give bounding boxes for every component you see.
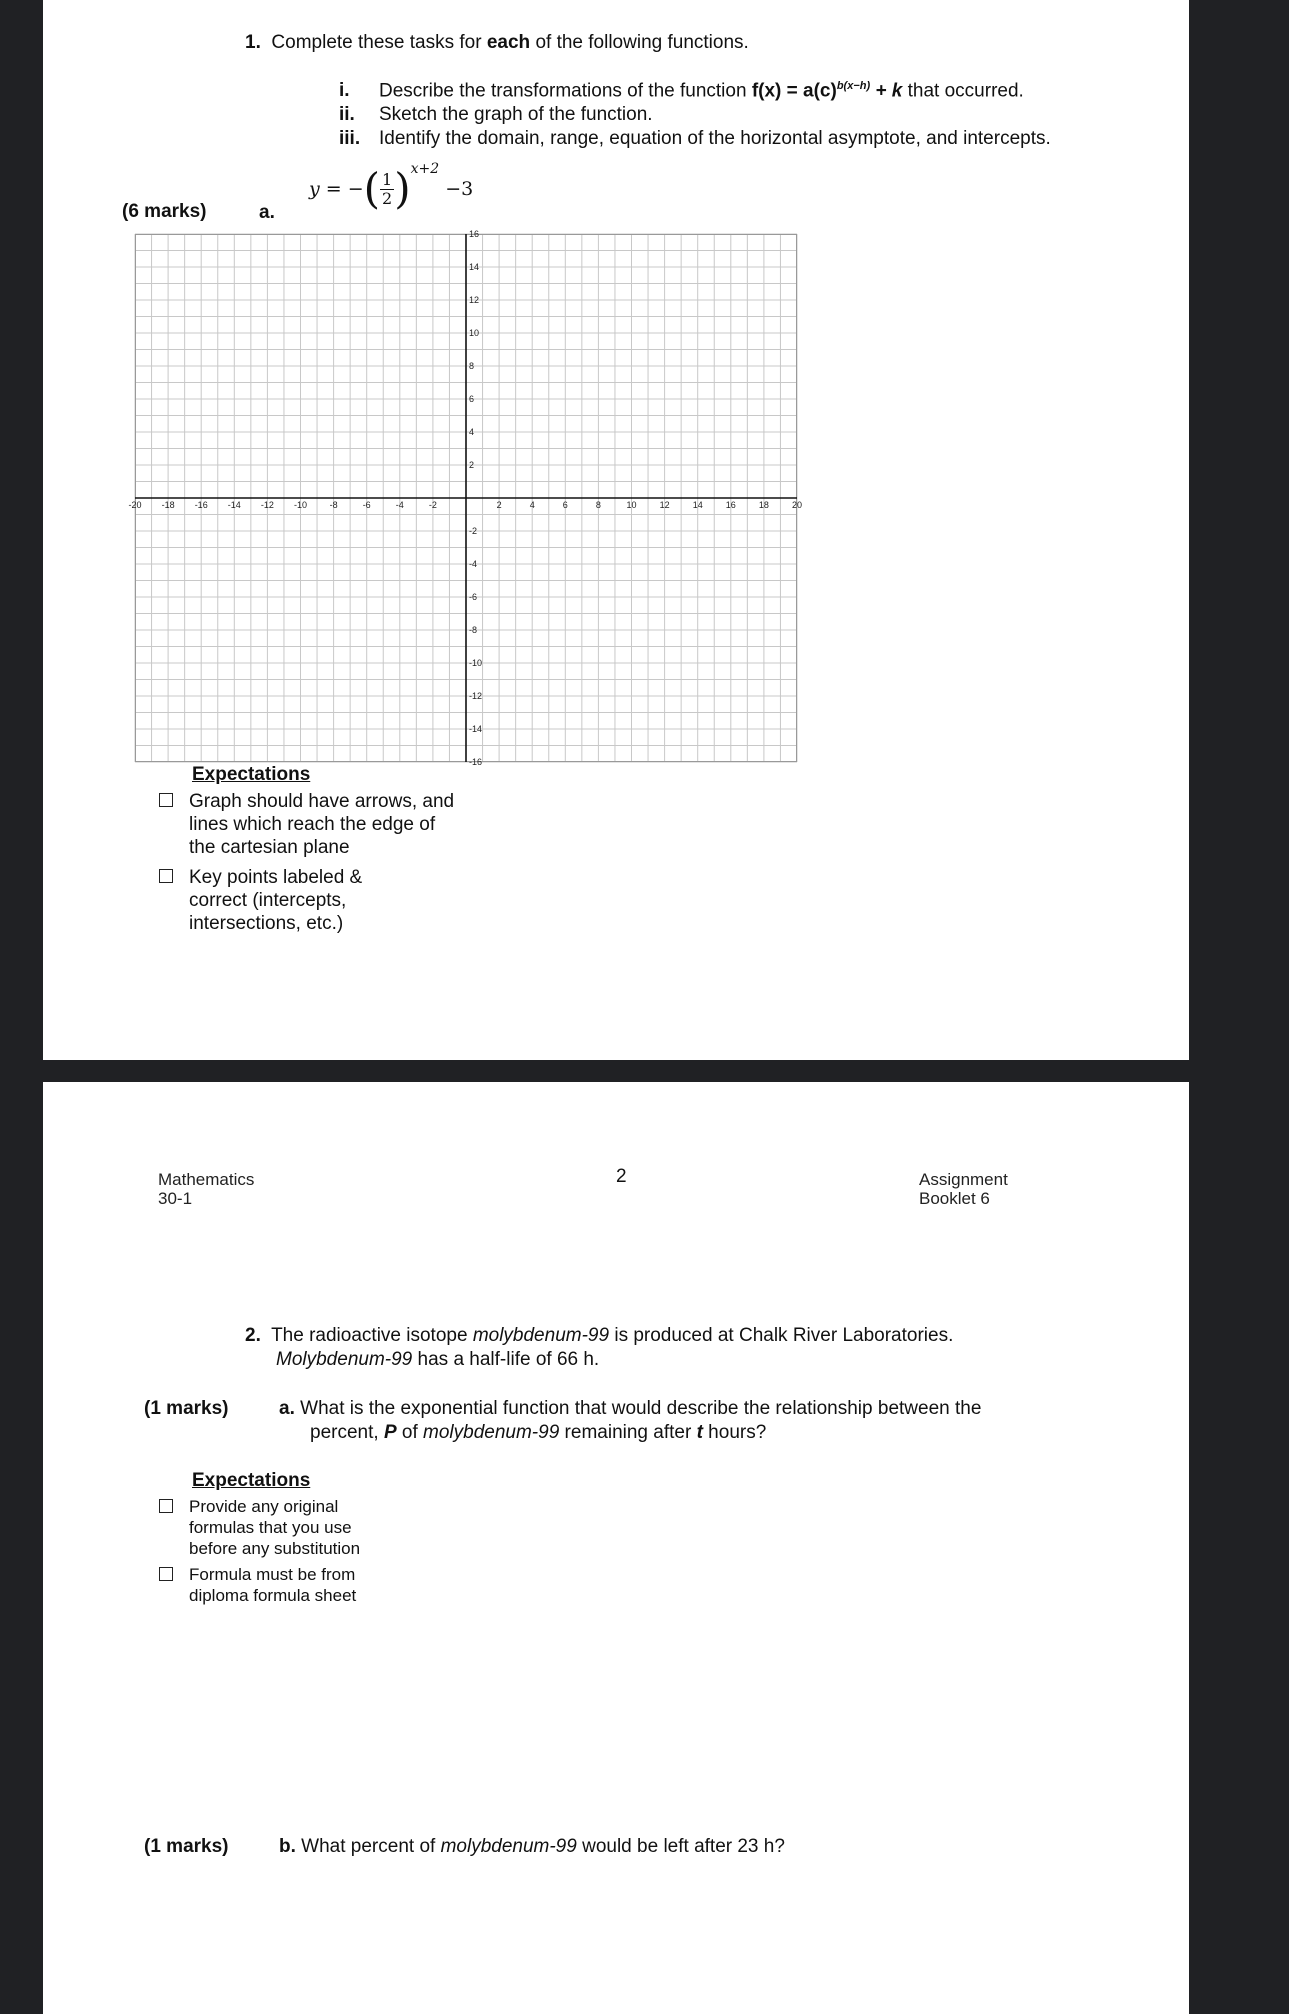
- x-tick-label: 6: [562, 500, 568, 510]
- part-a-line-1: [279, 1398, 981, 1420]
- x-tick-label: 10: [626, 500, 637, 510]
- part-a-text: What is the exponential function that would describe the relationship between the: [300, 1398, 982, 1419]
- checkbox[interactable]: [159, 1499, 173, 1513]
- part-b-label: b.: [279, 1836, 296, 1857]
- prompt-text: Complete these tasks for: [271, 32, 487, 53]
- task-formula-tail: + k: [870, 80, 903, 102]
- y-tick-label: 14: [469, 262, 480, 272]
- task-numeral: i.: [339, 80, 350, 102]
- task-iii: [339, 128, 1051, 150]
- task-formula-exponent: b(x−h): [836, 80, 871, 92]
- y-tick-label: -2: [469, 526, 478, 536]
- x-tick-label: -4: [395, 500, 404, 510]
- x-tick-label: -18: [161, 500, 175, 510]
- cartesian-grid[interactable]: [128, 229, 803, 767]
- isotope: molybdenum-99: [423, 1422, 560, 1443]
- prompt-bold: each: [486, 32, 531, 53]
- x-tick-label: 8: [595, 500, 601, 510]
- question-1-prompt: [245, 32, 749, 54]
- task-text-end: that occurred.: [902, 80, 1024, 102]
- task-numeral: ii.: [339, 104, 355, 125]
- x-tick-label: 14: [692, 500, 703, 510]
- q2-isotope: Molybdenum-99: [276, 1349, 413, 1370]
- task-formula: f(x) = a(c): [751, 80, 837, 102]
- x-tick-label: 20: [791, 500, 803, 510]
- y-tick-label: 16: [469, 229, 480, 239]
- text: of: [396, 1422, 424, 1443]
- expectation-item: [159, 1496, 391, 1559]
- y-tick-label: 4: [469, 427, 475, 437]
- header-right: Assignment Booklet 6: [919, 1170, 1008, 1208]
- part-a-label: a.: [279, 1398, 295, 1419]
- expectations-title: Expectations: [192, 1470, 311, 1491]
- q2-text-end: is produced at Chalk River Laboratories.: [609, 1325, 954, 1346]
- isotope: molybdenum-99: [440, 1836, 577, 1857]
- y-tick-label: 10: [469, 328, 480, 338]
- expectations-title: Expectations: [192, 764, 311, 785]
- x-tick-label: -2: [428, 500, 437, 510]
- q2-isotope: molybdenum-99: [472, 1325, 610, 1346]
- page-number: 2: [616, 1166, 627, 1187]
- page-2: [43, 1082, 1189, 2014]
- text: hours?: [702, 1422, 767, 1443]
- question-number: 1.: [245, 32, 261, 53]
- expectation-text: Graph should have arrows, and lines which reach the edge of the cartesian plane: [189, 791, 455, 858]
- task-numeral: iii.: [339, 128, 361, 149]
- expectation-text: Provide any original formulas that you use before any substitution: [189, 1497, 361, 1558]
- task-text: Identify the domain, range, equation of the horizontal asymptote, and intercepts.: [379, 128, 1051, 149]
- question-2-line-2: [276, 1349, 599, 1371]
- expectation-text: Key points labeled & correct (intercepts, intersections, etc.): [189, 867, 363, 934]
- equation-exponent: x+2: [410, 160, 440, 177]
- variable-p: P: [383, 1422, 397, 1443]
- x-tick-label: 2: [496, 500, 502, 510]
- part-a-line-2: [310, 1422, 766, 1444]
- y-tick-label: -4: [469, 559, 478, 569]
- variable-t: t: [696, 1422, 703, 1443]
- equation-lhs: y = −: [309, 178, 364, 200]
- x-tick-label: -10: [293, 500, 308, 510]
- y-tick-label: -16: [469, 757, 483, 767]
- page-1: [43, 0, 1189, 1060]
- part-a-marks: (6 marks): [122, 201, 207, 222]
- y-tick-label: 6: [469, 394, 475, 404]
- text: What percent of: [301, 1836, 441, 1857]
- checkbox[interactable]: [159, 869, 173, 883]
- part-a-label: a.: [259, 202, 275, 223]
- y-tick-label: -8: [469, 625, 478, 635]
- x-tick-label: 18: [758, 500, 769, 510]
- expectation-item: [159, 790, 459, 859]
- part-a-marks: (1 marks): [144, 1398, 229, 1419]
- y-tick-label: -12: [469, 691, 483, 701]
- x-tick-label: 4: [529, 500, 535, 510]
- x-tick-label: -20: [128, 500, 142, 510]
- fraction-numerator: 1: [382, 169, 393, 189]
- y-tick-label: -14: [469, 724, 483, 734]
- expectation-item: [159, 866, 391, 935]
- q2-text: has a half-life of 66 h.: [412, 1349, 600, 1370]
- equation-tail: −3: [445, 178, 474, 200]
- question-number: 2.: [245, 1325, 261, 1346]
- expectation-text: Formula must be from diploma formula sheet: [189, 1565, 357, 1605]
- prompt-text-end: of the following functions.: [530, 32, 749, 53]
- x-tick-label: -16: [194, 500, 208, 510]
- task-ii: [339, 104, 653, 126]
- y-tick-label: 8: [469, 361, 475, 371]
- text: percent,: [310, 1422, 384, 1443]
- header-left: Mathematics 30-1: [158, 1170, 255, 1208]
- part-b-question: [279, 1836, 785, 1858]
- x-tick-label: 12: [659, 500, 670, 510]
- left-paren: (: [363, 164, 381, 213]
- y-tick-label: -10: [469, 658, 483, 668]
- text: remaining after: [559, 1422, 697, 1443]
- part-b-marks: (1 marks): [144, 1836, 229, 1857]
- task-text: Describe the transformations of the function: [379, 80, 752, 102]
- x-tick-label: 16: [725, 500, 736, 510]
- right-paren: ): [394, 164, 411, 213]
- q2-text: The radioactive isotope: [271, 1325, 473, 1346]
- task-text: Sketch the graph of the function.: [379, 104, 653, 125]
- x-tick-label: -8: [329, 500, 338, 510]
- checkbox[interactable]: [159, 793, 173, 807]
- fraction: [380, 171, 394, 208]
- checkbox[interactable]: [159, 1567, 173, 1581]
- x-tick-label: -12: [260, 500, 274, 510]
- y-tick-label: 2: [469, 460, 475, 470]
- fraction-denominator: 2: [382, 188, 393, 208]
- text: would be left after 23 h?: [576, 1836, 785, 1857]
- x-tick-label: -6: [362, 500, 371, 510]
- part-a-equation: [309, 160, 474, 228]
- task-i: [339, 80, 1024, 102]
- y-tick-label: -6: [469, 592, 478, 602]
- y-tick-label: 12: [469, 295, 480, 305]
- expectation-item: [159, 1564, 391, 1606]
- x-tick-label: -14: [227, 500, 241, 510]
- question-2-line-1: [245, 1325, 953, 1347]
